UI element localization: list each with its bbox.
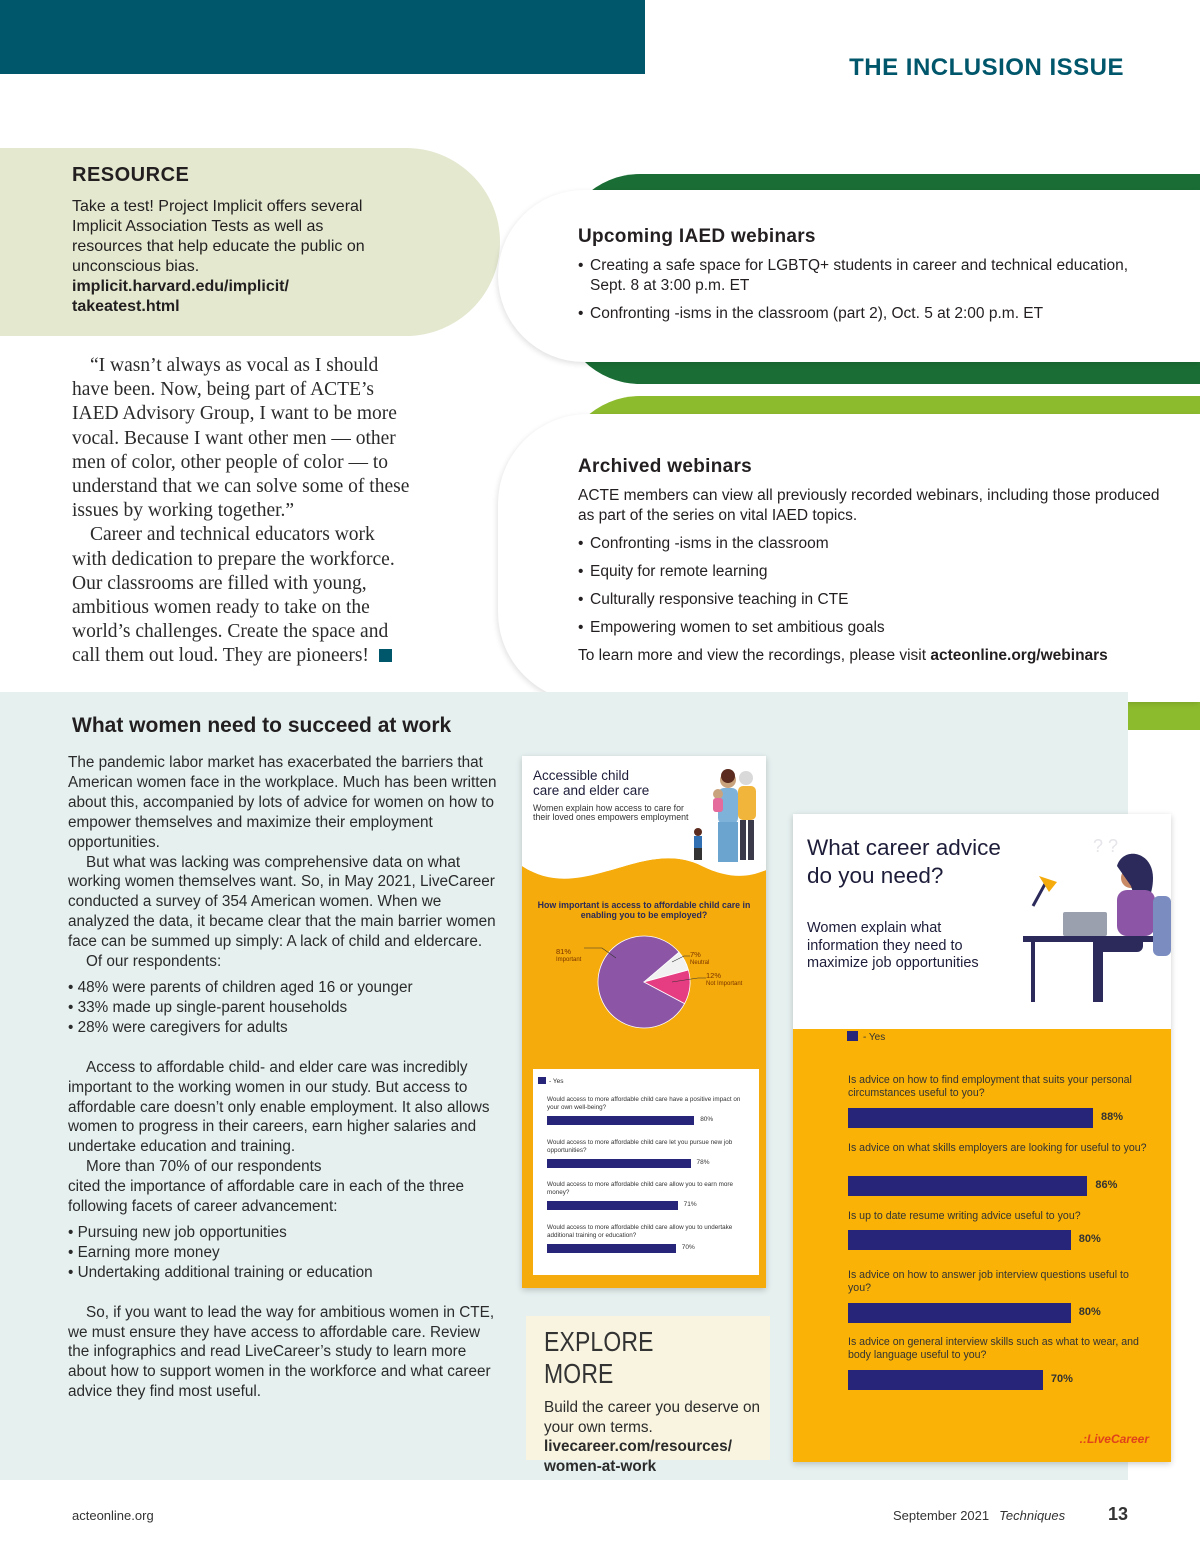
facets-list <box>68 1223 500 1283</box>
list-item: • Confronting -isms in the classroom <box>578 534 1138 554</box>
article-paragraph: More than 70% of our respondents <box>86 1158 322 1176</box>
archived-title: Archived webinars <box>578 456 753 477</box>
bar-value-label: 80% <box>1078 1306 1101 1318</box>
bar-question: Would access to more affordable child care have a positive impact on your own well-being? <box>547 1096 741 1111</box>
infographic-title: What career advice do you need? <box>807 835 1001 888</box>
infographic-subtitle: Women explain what information they need to maximize job opportunities <box>807 920 979 971</box>
bar-value-label: 78% <box>696 1158 710 1166</box>
bar-question: Is advice on how to find employment that suits your personal circumstances useful to you? <box>848 1074 1132 1099</box>
upcoming-webinars-panel <box>498 190 1200 362</box>
list-item: • Pursuing new job opportunities <box>68 1223 500 1243</box>
chart-legend: - Yes <box>538 1077 563 1085</box>
infographic-title: Accessible child care and elder care <box>533 768 650 798</box>
issue-label: THE INCLUSION ISSUE <box>849 54 1124 81</box>
family-illustration-icon <box>688 766 764 866</box>
bar <box>848 1370 1043 1390</box>
pie-label-neutral: 7% Neutral <box>690 950 710 966</box>
article-body <box>68 753 500 1402</box>
upcoming-title: Upcoming IAED webinars <box>578 226 816 247</box>
explore-title: EXPLORE MORE <box>544 1326 654 1389</box>
article-paragraph: But what was lacking was comprehensive data on what working women themselves want. So, in May 2021, LiveCareer conducted a survey of 354 American women. When we analyzed the data, it became clear that the main barrier women face can be summed up simply: A lack of child and eldercare. <box>68 853 496 951</box>
bar-question: Is up to date resume writing advice useful to you? <box>848 1210 1081 1222</box>
bar-question: Is advice on general interview skills such as what to wear, and body language useful to you? <box>848 1336 1139 1361</box>
closing-paragraph: Career and technical educators work with dedication to prepare the workforce. Our classrooms are filled with young, ambitious women ready to take on the world’s challenges. Create the space and call them out loud. They are pioneers! <box>72 524 395 667</box>
pie-chart <box>522 926 766 1056</box>
upcoming-list <box>578 256 1200 324</box>
bar-value-label: 88% <box>1101 1111 1124 1123</box>
livecareer-logo: .:LiveCareer <box>1079 1432 1149 1446</box>
bar-value-label: 80% <box>1078 1233 1101 1245</box>
article-paragraph: cited the importance of affordable care in each of the three following facets of career advancement: <box>68 1178 464 1216</box>
bar-value-label: 80% <box>700 1116 714 1123</box>
bar <box>547 1201 678 1210</box>
bar-value-label: 71% <box>683 1201 697 1208</box>
bar-value-label: 70% <box>681 1243 695 1251</box>
article-title: What women need to succeed at work <box>72 714 452 737</box>
legend-swatch-icon <box>847 1031 858 1041</box>
bar <box>848 1230 1071 1250</box>
explore-text: Build the career you deserve on your own terms. livecareer.com/resources/ women-at-work <box>544 1399 760 1475</box>
bar-question: Is advice on what skills employers are looking for useful to you? <box>848 1142 1147 1154</box>
resource-text: Take a test! Project Implicit offers several Implicit Association Tests as well as resources that help educate the public on unconscious bias. implicit.harvard.edu/implicit/ takeatest.html <box>72 198 365 315</box>
bar <box>547 1159 691 1168</box>
list-item: • Confronting -isms in the classroom (part 2), Oct. 5 at 2:00 p.m. ET <box>578 304 1138 324</box>
footer-site: acteonline.org <box>72 1508 154 1523</box>
list-item: • Empowering women to set ambitious goals <box>578 618 1138 638</box>
article-paragraph: Access to affordable child- and elder care was incredibly important to the working women in our study. But access to affordable care doesn’t only enable employment. It also allows women to progress in their careers, earn higher salaries and undertake education and training. <box>68 1058 490 1156</box>
resource-link[interactable]: implicit.harvard.edu/implicit/ takeatest.html <box>72 278 289 315</box>
bar <box>848 1108 1093 1128</box>
bar-value-label: 86% <box>1095 1179 1118 1191</box>
quote-paragraph: “I wasn’t always as vocal as I should have been. Now, being part of ACTE’s IAED Advisory Group, I want to be more vocal. Because I want other men — other men of color, other people of color — to understand that we can solve some of these issues by working together.” <box>72 355 410 522</box>
chart-legend: - Yes <box>847 1031 885 1043</box>
bar-question: Would access to more affordable child care allow you to earn more money? <box>547 1181 733 1196</box>
svg-text:? ?: ? ? <box>1093 836 1119 856</box>
resource-box <box>0 148 500 336</box>
bar-question: Would access to more affordable child care let you pursue new job opportunities? <box>547 1138 733 1154</box>
list-item: • 48% were parents of children aged 16 or younger <box>68 978 500 998</box>
bar <box>547 1116 694 1125</box>
archived-visit: To learn more and view the recordings, please visit acteonline.org/webinars <box>578 647 1108 664</box>
bar-question: Is advice on how to answer job interview questions useful to you? <box>848 1269 1129 1294</box>
pie-label-not-important: 12% Not Important <box>706 971 743 987</box>
bar <box>547 1244 676 1253</box>
page-number: 13 <box>1108 1504 1129 1524</box>
end-mark-icon <box>379 649 392 662</box>
article-paragraph: The pandemic labor market has exacerbated the barriers that American women face in the workplace. Much has been written about this, accompanied by lots of advice for women on how to empower themselves and maximize their employment opportunities. <box>68 754 497 851</box>
header-color-bar <box>0 0 645 74</box>
bar-value-label: 70% <box>1050 1373 1073 1385</box>
career-advice-infographic <box>793 814 1171 1462</box>
list-item: • 33% made up single-parent households <box>68 998 500 1018</box>
pie-question: How important is access to affordable child care in enabling you to be employed? <box>537 900 751 920</box>
webinars-link[interactable]: acteonline.org/webinars <box>930 647 1108 664</box>
bar-question: Would access to more affordable child care allow you to undertake additional training or education? <box>547 1223 733 1239</box>
livecareer-link[interactable]: livecareer.com/resources/ women-at-work <box>544 1438 732 1475</box>
child-care-infographic <box>522 756 766 1288</box>
archived-intro: ACTE members can view all previously recorded webinars, including those produced as part of the series on vital IAED topics. <box>578 487 1160 524</box>
bar <box>848 1303 1071 1323</box>
infographic-subtitle: Women explain how access to care for their loved ones empowers employment <box>533 803 689 822</box>
list-item: • 28% were caregivers for adults <box>68 1018 500 1038</box>
explore-more-box <box>526 1316 770 1475</box>
list-item: • Equity for remote learning <box>578 562 1138 582</box>
list-item: • Undertaking additional training or education <box>68 1263 500 1283</box>
bar <box>848 1176 1087 1196</box>
article-paragraph: Of our respondents: <box>86 953 222 971</box>
list-item: • Culturally responsive teaching in CTE <box>578 590 1138 610</box>
archived-webinars-panel <box>498 414 1200 702</box>
pie-label-important: 81% Important <box>556 947 582 963</box>
article-paragraph: So, if you want to lead the way for ambitious women in CTE, we must ensure they have access to affordable care. Review the infographics and read LiveCareer’s study to learn more about how to support women in the workforce and what career advice they find most useful. <box>68 1303 495 1401</box>
resource-title: RESOURCE <box>72 164 190 186</box>
footer-issue: September 2021 Techniques <box>893 1508 1066 1523</box>
list-item: • Earning more money <box>68 1243 500 1263</box>
quote-column <box>72 354 412 669</box>
list-item: • Creating a safe space for LGBTQ+ students in career and technical education, Sept. 8 at 3:00 p.m. ET <box>578 256 1138 296</box>
woman-laptop-illustration-icon <box>1013 826 1171 1006</box>
legend-swatch-icon <box>538 1077 546 1084</box>
respondents-list <box>68 978 500 1038</box>
archived-list <box>578 534 1200 638</box>
